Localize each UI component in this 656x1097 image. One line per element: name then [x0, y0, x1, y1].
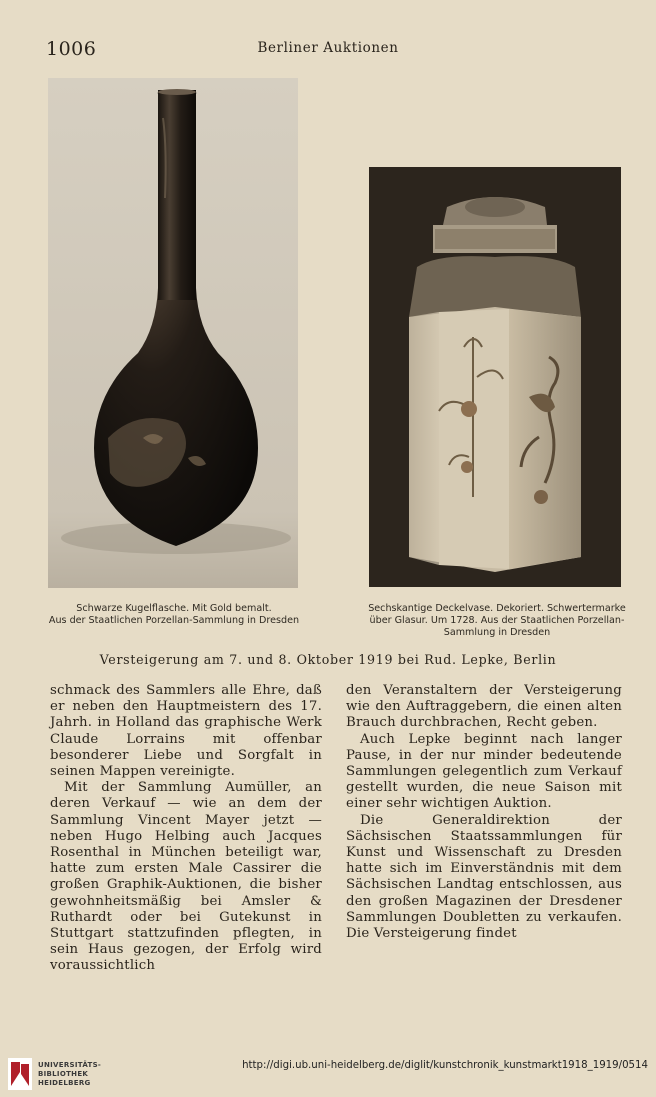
library-logo[interactable]: [8, 1056, 108, 1092]
caption-left-line2: Aus der Staatlichen Porzellan-Sammlung in Dresden: [48, 615, 300, 626]
section-heading: Versteigerung am 7. und 8. Oktober 1919 bei Rud. Lepke, Berlin: [99, 652, 557, 667]
right-paragraph-2: Auch Lepke beginnt nach langer Pause, in der nur minder bedeutende Sammlungen gelegentlich zum Verkauf gestellt wurden, die neue Saison mit einer sehr wichtigen Auktion.: [346, 731, 622, 812]
caption-right-line2: über Glasur. Um 1728. Aus der Staatlichen Porzellan-: [369, 615, 625, 626]
caption-right-line3: Sammlung in Dresden: [443, 627, 551, 638]
page-number: 1006: [46, 38, 97, 60]
photo-black-bottle: [48, 78, 298, 588]
vase-illustration: [369, 167, 621, 587]
bottle-illustration: [48, 78, 298, 588]
source-url-link[interactable]: http://digi.ub.uni-heidelberg.de/diglit/kunstchronik_kunstmarkt1918_1919/0514: [242, 1060, 648, 1071]
library-seal-icon: [8, 1058, 32, 1090]
caption-right-line1: Sechskantige Deckelvase. Dekoriert. Schwertermarke: [368, 603, 626, 614]
right-paragraph-1: den Veranstaltern der Versteigerung wie den Auftraggebern, die einen alten Brauch durchbrachen, Recht geben.: [346, 683, 622, 731]
right-paragraph-3: Die Generaldirektion der Sächsischen Staatssammlungen für Kunst und Wissenschaft zu Dresden hatte sich im Einverständnis mit dem Sächsischen Landtag entschlossen, aus den großen Magazinen der Dresdener Sammlungen Doubletten zu verkaufen. Die Versteigerung findet: [346, 812, 622, 942]
left-paragraph-2: Mit der Sammlung Aumüller, an deren Verkauf — wie an dem der Sammlung Vincent Mayer jetzt — neben Hugo Helbing auch Jacques Rosenthal in München beteiligt war, hatte zum ersten Male Cassirer die großen Graphik-Auktionen, die bisher gewohnheitsmäßig bei Amsler & Ruthardt oder bei Gutekunst in Stuttgart stattzufinden pflegten, in sein Haus gezogen, der Erfolg wird voraussichtlich: [50, 780, 322, 974]
photo-hexagonal-vase: [369, 167, 621, 587]
caption-right: [352, 603, 642, 639]
running-head: Berliner Auktionen: [257, 40, 399, 56]
text-column-right: [346, 683, 622, 942]
text-column-left: [50, 683, 322, 975]
left-paragraph-1: schmack des Sammlers alle Ehre, daß er neben den Hauptmeistern des 17. Jahrh. in Holland das graphische Werk Claude Lorrains mit offenbar besonderer Liebe und Sorgfalt in seinen Mappen vereinigte.: [50, 683, 322, 780]
caption-left-line1: Schwarze Kugelflasche. Mit Gold bemalt.: [76, 603, 272, 614]
library-logo-text: UNIVERSITÄTS-BIBLIOTHEK HEIDELBERG: [38, 1061, 102, 1087]
caption-left: [20, 603, 328, 627]
